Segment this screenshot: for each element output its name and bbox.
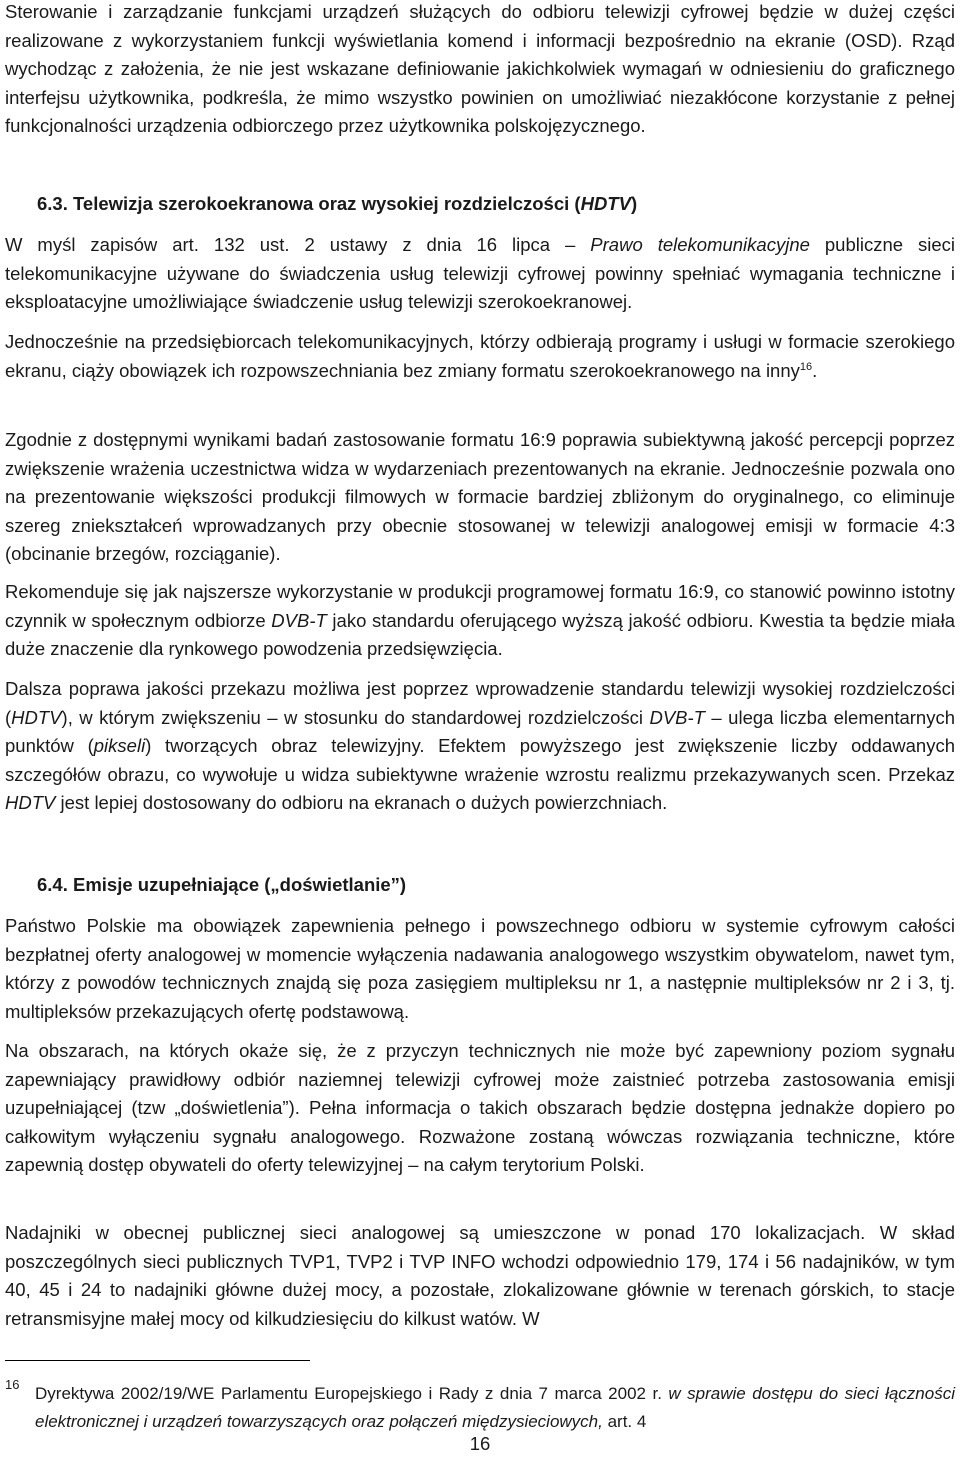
section-number: 6.3. xyxy=(37,193,68,214)
section-title: Telewizja szerokoekranowa oraz wysokiej rozdzielczości (HDTV) xyxy=(73,193,638,214)
paragraph-6-3-5: Dalsza poprawa jakości przekazu możliwa jest poprzez wprowadzenie standardu telewizji wysokiej rozdzielczości (HDTV), w którym zwiększeniu – w stosunku do standardowej rozdzielczości DVB-T – ulega liczba elementarnych punktów (pikseli) tworzących obraz telewizyjny. Efektem powyższego jest zwiększenie liczby oddawanych szczegółów obrazu, co wywołuje u widza subiektywne wrażenie wzrostu realizmu przekazywanych scen. Przekaz HDTV jest lepiej dostosowany do odbioru na ekranach o dużych powierzchniach. xyxy=(5,678,955,813)
paragraph-6-3-4: Rekomenduje się jak najszersze wykorzystanie w produkcji programowej formatu 16:9, co stanowić powinno istotny czynnik w społecznym odbiorze DVB-T jako standardu oferującego wyższą jakość odbioru. Kwestia ta będzie miała duże znaczenie dla rynkowego powodzenia przedsięwzięcia. xyxy=(5,581,955,659)
paragraph-6-4-3: Nadajniki w obecnej publicznej sieci analogowej są umieszczone w ponad 170 lokalizacjach. W skład poszczególnych sieci publicznych TVP1, TVP2 i TVP INFO wchodzi odpowiednio 179, 174 i 56 nadajników, w tym 40, 45 i 24 to nadajniki główne dużej mocy, a pozostałe, zlokalizowane głównie w terenach górskich, to stacje retransmisyjne małej mocy od kilkudziesięciu do kilkust watów. W xyxy=(5,1222,955,1329)
section-heading-6-3 xyxy=(37,190,637,218)
paragraph-6-3-2: Jednocześnie na przedsiębiorcach telekomunikacyjnych, którzy odbierają programy i usługi w formacie szerokiego ekranu, ciąży obowiązek ich rozpowszechniania bez zmiany formatu szerokoekranowego na inny$^{16}$. xyxy=(5,331,955,381)
section-number: 6.4. xyxy=(37,874,68,895)
section-title: Emisje uzupełniające („doświetlanie”) xyxy=(73,874,407,895)
paragraph-6-3-1: W myśl zapisów art. 132 ust. 2 ustawy z dnia 16 lipca – Prawo telekomunikacyjne publiczne sieci telekomunikacyjne używane do świadczenia usług telewizji cyfrowej powinny spełniać wymagania techniczne i eksploatacyjne umożliwiające świadczenie usług telewizji szerokoekranowej. xyxy=(5,234,956,312)
section-heading-6-4 xyxy=(37,871,406,899)
paragraph-6-3-3: Zgodnie z dostępnymi wynikami badań zastosowanie formatu 16:9 poprawia subiektywną jakość percepcji poprzez zwiększenie wrażenia uczestnictwa widza w wydarzeniach prezentowanych na ekranie. Jednocześnie pozwala ono na prezentowanie większości produkcji filmowych w formacie bardziej zbliżonym do oryginalnego, co eliminuje szereg zniekształceń wprowadzanych przy obecnie stosowanej w telewizji analogowej emisji w formacie 4:3 (obcinanie brzegów, rozciąganie). xyxy=(5,429,955,564)
footnote-divider xyxy=(5,1360,310,1361)
footnote-text: Dyrektywa 2002/19/WE Parlamentu Europejskiego i Rady z dnia 7 marca 2002 r. w sprawie dostępu do sieci łączności elektronicznej i urządzeń towarzyszących oraz połączeń międzysieciowych, art. 4 xyxy=(35,1384,955,1431)
paragraph-6-4-1: Państwo Polskie ma obowiązek zapewnienia pełnego i powszechnego odbioru w systemie cyfrowym całości bezpłatnej oferty analogowej w momencie wyłączenia nadawania analogowego wszystkim obywatelom, nawet tym, którzy z powodów technicznych znajdą się poza zasięgiem multipleksu nr 1, a następnie multipleksów nr 2 i 3, tj. multipleksów przekazujących ofertę podstawową. xyxy=(5,915,955,1022)
paragraph-6-4-2: Na obszarach, na których okaże się, że z przyczyn technicznych nie może być zapewniony poziom sygnału zapewniający prawidłowy odbiór naziemnej telewizji cyfrowej może zaistnieć potrzeba zastosowania emisji uzupełniającej (tzw „doświetlenia”). Pełna informacja o takich obszarach będzie dostępna jednakże dopiero po całkowitym wyłączeniu sygnału analogowego. Rozważone zostaną wówczas rozwiązania techniczne, które zapewnią dostęp obywateli do oferty telewizyjnej – na całym terytorium Polski. xyxy=(5,1040,955,1175)
page-number: 16 xyxy=(469,1433,491,1454)
footnote-number: 16 xyxy=(5,1377,20,1392)
intro-paragraph: Sterowanie i zarządzanie funkcjami urządzeń służących do odbioru telewizji cyfrowej będzie w dużej części realizowane z wykorzystaniem funkcji wyświetlania komend i informacji bezpośrednio na ekranie (OSD). Rząd wychodząc z założenia, że nie jest wskazane definiowanie jakichkolwiek wymagań w odniesieniu do graficznego interfejsu użytkownika, podkreśla, że mimo wszystko powinien on umożliwiać niezakłócone korzystanie z pełnej funkcjonalności urządzenia odbiorczego przez użytkownika polskojęzycznego. xyxy=(5,1,955,136)
footnote-ref: 16 xyxy=(799,360,813,373)
